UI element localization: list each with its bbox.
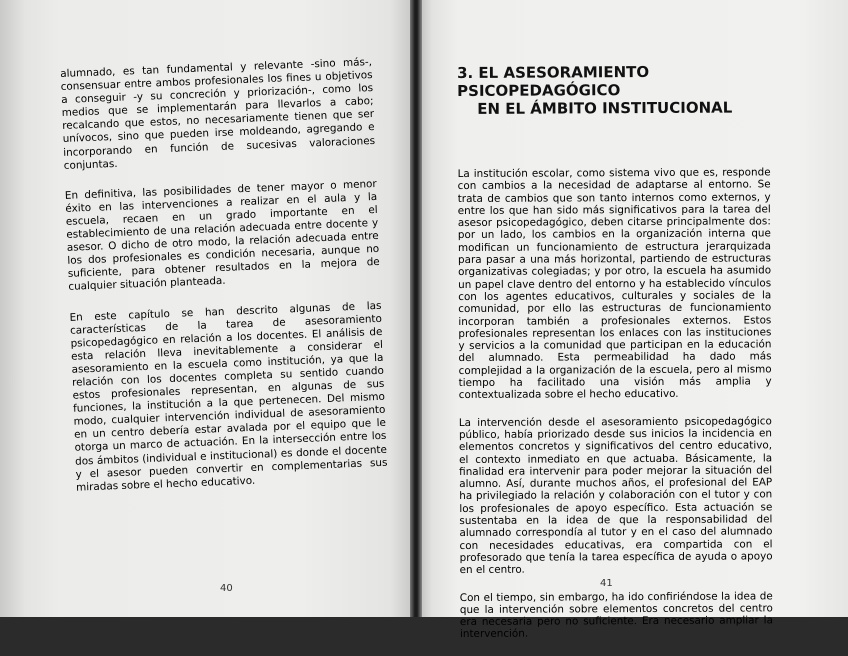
right-page-text: [457, 62, 773, 655]
book-gutter: [410, 0, 422, 617]
chapter-title-line-1: 3. EL ASESORAMIENTO PSICOPEDAGÓGICO: [457, 62, 650, 100]
chapter-title-line-2: EN EL ÁMBITO INSTITUCIONAL: [477, 98, 733, 118]
left-paragraph-3: En este capítulo se han descrito algunas de las características de la tarea de asesoramiento psicopedagógico en relación a los docentes. El análisis de esta relación lleva inevitablemente a considerar el asesoramiento en la escuela como institución, ya que la relación con los docentes completa su sentido cuando estos profesionales representan, en algunas de sus funciones, la institución a la que pertenecen. Del mismo modo, cualquier intervención individual de asesoramiento en un centro debería estar avalada por el equipo que le otorga un marco de actuación. En la intersección entre los dos ámbitos (individual e institucional) es donde el docente y el asesor pueden convertir en complementarias sus miradas sobre el hecho educativo.: [69, 299, 388, 494]
left-page-number: 40: [220, 583, 233, 594]
left-paragraph-2: En definitiva, las posibilidades de tener mayor o menor éxito en las intervenciones a realizar en el aula y la escuela, recaen en un grado importante en el establecimiento de una relación adecuada entre docente y asesor. O dicho de otro modo, la relación adecuada entre los dos profesionales es condición necesaria, aunque no suficiente, para obtener resultados en la mejora de cualquier situación planteada.: [64, 177, 380, 294]
right-paragraph-1: La institución escolar, como sistema vivo que es, responde con cambios a la necesidad de adaptarse al entorno. Se trata de cambios que son tanto internos como externos, y entre los que han sido más significativos para la tarea del asesor psicopedagógico, deben citarse principalmente dos: por un lado, los cambios en la organización interna que modifican un funcionamiento de estructura jerarquizada para pasar a una más horizontal, partiendo de estructuras organizativas colegiadas; y por otro, la escuela ha asumido un papel clave dentro del entorno y ha establecido vínculos con los agentes educativos, culturales y sociales de la comunidad, por ello las estructuras de funcionamiento incorporan también a profesionales externos. Estos profesionales representan los enlaces con las instituciones y servicios a la comunidad que participan en la educación del alumnado. Esta permeabilidad ha dado más complejidad a la organización de la escuela, pero al mismo tiempo ha facilitado una visión más amplia y contextualizada sobre el hecho educativo.: [457, 166, 772, 402]
left-page-text: [60, 56, 389, 511]
right-page-number: 41: [600, 578, 613, 589]
left-paragraph-1: alumnado, es tan fundamental y relevante -sino más-, consensuar entre ambos profesionales los fines u objetivos a conseguir -y su concreción y priorización-, como los medios que se implementarán para llevarlos a cabo; recalcando que estos, no necesariamente tienen que ser unívocos, sino que pueden irse moldeando, agregando e incorporando en función de sucesivas valoraciones conjuntas.: [60, 56, 376, 172]
right-paragraph-2: La intervención desde el asesoramiento psicopedagógico público, había priorizado desde sus inicios la incidencia en elementos concretos y significativos del centro educativo, el contexto inmediato en que actuaba. Básicamente, la finalidad era intervenir para poder mejorar la situación del alumno. Así, durante muchos años, el profesional del EAP ha privilegiado la relación y colaboración con el tutor y con los profesionales de apoyo específico. Esta actuación se sustentaba en la idea de que la responsabilidad del alumnado correspondía al tutor y en el caso del alumnado con necesidades educativas, era compartida con el profesorado que tenía la tarea específica de ayuda o apoyo en el centro.: [458, 414, 773, 577]
chapter-title: [457, 62, 770, 118]
right-paragraph-3: Con el tiempo, sin embargo, ha ido confiriéndose la idea de que la intervención sobre elementos concretos del centro era necesaria pero no suficiente. Era necesario ampliar la intervención.: [459, 589, 773, 641]
